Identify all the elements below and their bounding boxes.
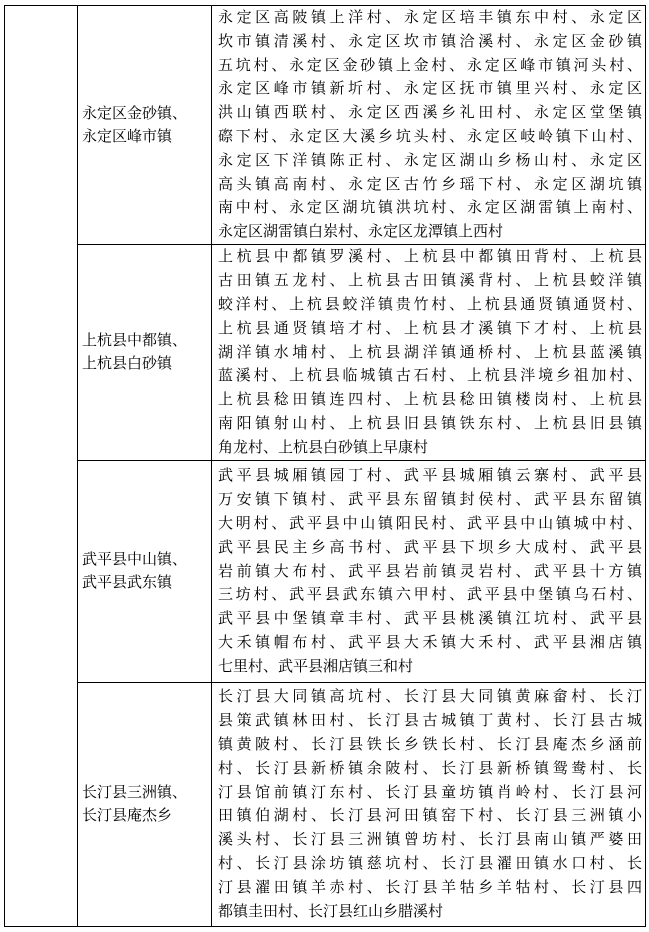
table-row — [5, 460, 646, 682]
town-cell — [78, 244, 212, 460]
village-line: 镇黄陂村、长汀县铁长乡铁长村、长汀县庵杰乡涵前 — [218, 735, 642, 754]
village-line: 都镇圭田村、长汀县红山乡腊溪村 — [218, 901, 444, 920]
village-line: 永定区湖雷镇白岽村、永定区龙潭镇上西村 — [218, 222, 504, 241]
village-line: 洪山镇西联村、永定区西溪乡礼田村、永定区堂堡镇 — [218, 103, 642, 122]
village-line: 汀县馆前镇汀东村、长汀县童坊镇肖岭村、长汀县河 — [218, 782, 642, 801]
village-line: 五坑村、永定区金砂镇上金村、永定区峰市镇河头村、 — [218, 55, 642, 74]
village-line: 角龙村、上杭县白砂镇上早康村 — [218, 437, 429, 456]
village-line: 七里村、武平县湘店镇三和村 — [218, 656, 414, 675]
village-line: 万安镇下镇村、武平县东留镇封侯村、武平县东留镇 — [218, 490, 642, 509]
village-line: 县策武镇林田村、长汀县古城镇丁黄村、长汀县古城 — [218, 711, 642, 730]
village-list-cell — [212, 460, 646, 682]
village-line: 蛟洋村、上杭县蛟洋镇贵竹村、上杭县通贤镇通贤村、 — [218, 294, 642, 313]
village-line: 上杭县通贤镇培才村、上杭县才溪镇下才村、上杭县 — [218, 318, 642, 337]
village-line: 上杭县中都镇罗溪村、上杭县中都镇田背村、上杭县 — [218, 247, 642, 266]
village-line: 武平县城厢镇园丁村、武平县城厢镇云寨村、武平县 — [218, 466, 642, 485]
town-line: 永定区峰市镇 — [82, 126, 173, 145]
town-line: 长汀县庵杰乡 — [82, 806, 173, 825]
town-cell — [78, 6, 212, 245]
village-line: 南中村、永定区湖坑镇洪坑村、永定区湖雷镇上南村、 — [218, 198, 642, 217]
village-line: 蓝溪村、上杭县临城镇古石村、上杭县泮境乡祖加村、 — [218, 366, 642, 385]
village-line: 武平县中堡镇章丰村、武平县桃溪镇江坑村、武平县 — [218, 609, 642, 628]
village-line: 溪头村、长汀县三洲镇曾坊村、长汀县南山镇严婆田 — [218, 830, 642, 849]
village-list-table — [4, 5, 646, 927]
village-line: 磜下村、永定区大溪乡坑头村、永定区岐岭镇下山村、 — [218, 126, 642, 145]
village-line: 田镇伯湖村、长汀县河田镇窑下村、长汀县三洲镇小 — [218, 806, 642, 825]
village-line: 村、长汀县新桥镇余陂村、长汀县新桥镇鸳鸯村、长 — [218, 758, 642, 777]
village-line: 三坊村、武平县武东镇六甲村、武平县中堡镇乌石村、 — [218, 585, 642, 604]
village-line: 湖洋镇水埔村、上杭县湖洋镇通桥村、上杭县蓝溪镇 — [218, 342, 642, 361]
table-row — [5, 6, 646, 245]
town-cell — [78, 682, 212, 926]
village-line: 永定区峰市镇新圻村、永定区抚市镇里兴村、永定区 — [218, 79, 642, 98]
town-cell — [78, 460, 212, 682]
table-row — [5, 244, 646, 460]
village-line: 长汀县大同镇高坑村、长汀县大同镇黄麻畲村、长汀 — [218, 687, 642, 706]
town-line: 永定区金砂镇、 — [82, 103, 188, 122]
village-line: 武平县民主乡高书村、武平县下坝乡大成村、武平县 — [218, 537, 642, 556]
village-line: 高头镇高南村、永定区古竹乡瑶下村、永定区湖坑镇 — [218, 174, 642, 193]
village-line: 村、长汀县涂坊镇慈坑村、长汀县濯田镇水口村、长 — [218, 854, 642, 873]
village-line: 永定区高陂镇上洋村、永定区培丰镇东中村、永定区 — [218, 8, 642, 26]
village-line: 上杭县稔田镇连四村、上杭县稔田镇楼岗村、上杭县 — [218, 390, 642, 409]
village-line: 汀县濯田镇羊赤村、长汀县羊牯乡羊牯村、长汀县四 — [218, 877, 642, 896]
village-line: 南阳镇射山村、上杭县旧县镇铁东村、上杭县旧县镇 — [218, 413, 642, 432]
village-line: 古田镇五龙村、上杭县古田镇溪背村、上杭县蛟洋镇 — [218, 271, 642, 290]
village-line: 永定区下洋镇陈正村、永定区湖山乡杨山村、永定区 — [218, 150, 642, 169]
village-list-cell — [212, 244, 646, 460]
village-list-cell — [212, 682, 646, 926]
town-line: 武平县武东镇 — [82, 573, 173, 592]
town-line: 上杭县中都镇、 — [82, 331, 188, 350]
town-line: 武平县中山镇、 — [82, 550, 188, 569]
blank-merged-cell — [5, 6, 78, 927]
village-list-cell — [212, 6, 646, 245]
town-line: 上杭县白砂镇 — [82, 354, 173, 373]
village-line: 岩前镇大布村、武平县岩前镇灵岩村、武平县十方镇 — [218, 561, 642, 580]
village-line: 大禾镇帽布村、武平县大禾镇大禾村、武平县湘店镇 — [218, 632, 642, 651]
table-row — [5, 682, 646, 926]
village-line: 大明村、武平县中山镇阳民村、武平县中山镇城中村、 — [218, 513, 642, 532]
town-line: 长汀县三洲镇、 — [82, 783, 188, 802]
village-line: 坎市镇清溪村、永定区坎市镇洽溪村、永定区金砂镇 — [218, 31, 642, 50]
